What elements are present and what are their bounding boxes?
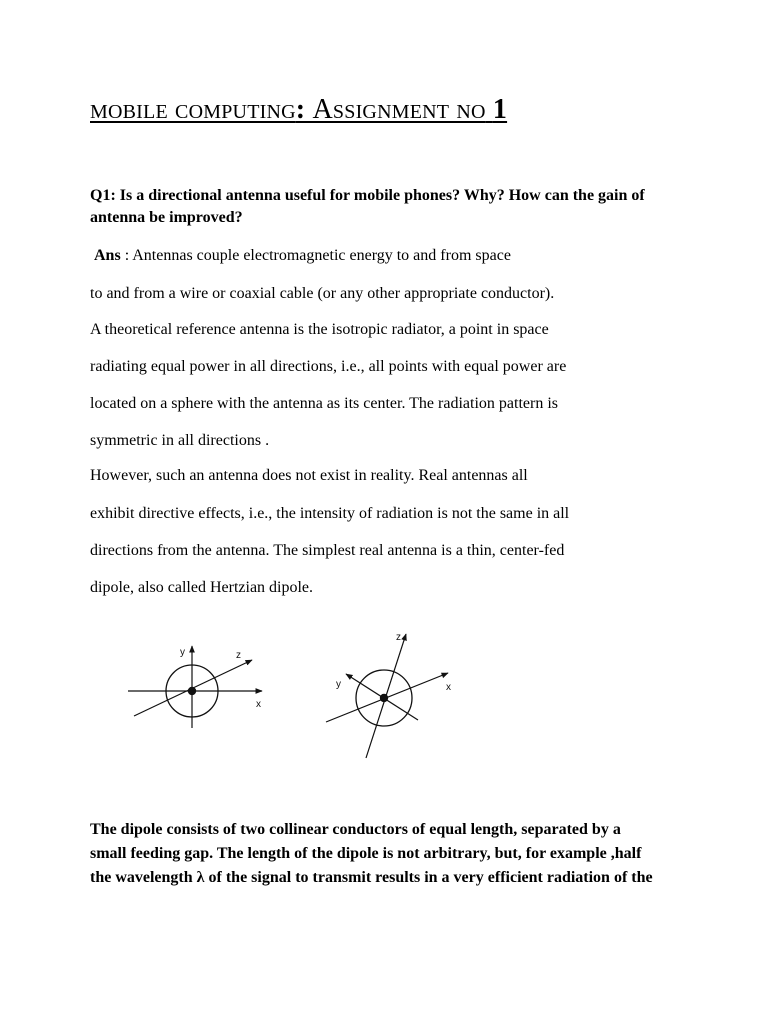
answer-separator: :: [120, 247, 133, 264]
answer-line: to and from a wire or coaxial cable (or any other appropriate conductor).: [90, 285, 555, 302]
dipole-diagram-right: [326, 632, 451, 758]
z-label-right: z: [396, 632, 401, 643]
y-label-right: y: [336, 679, 341, 690]
x-label-right: x: [446, 682, 451, 693]
answer-line: located on a sphere with the antenna as its center. The radiation pattern is: [90, 395, 558, 412]
paragraph-line: the wavelength λ of the signal to transmit results in a very efficient radiation of the: [90, 869, 653, 886]
title-course: mobile computing: [90, 94, 296, 125]
title-colon: :: [295, 94, 313, 125]
y-label-left: y: [180, 647, 185, 658]
dipole-paragraph: [90, 818, 680, 890]
page-title: [90, 94, 507, 126]
answer-line-first: [90, 247, 511, 265]
paragraph-line: The dipole consists of two collinear conductors of equal length, separated by a: [90, 821, 621, 838]
paragraph-line: small feeding gap. The length of the dipole is not arbitrary, but, for example ,half: [90, 845, 642, 862]
dipole-center-right: [380, 694, 388, 702]
answer-line: However, such an antenna does not exist in reality. Real antennas all: [90, 467, 528, 484]
title-assignment: Assignment no: [312, 94, 486, 125]
dipole-center-left: [188, 687, 196, 695]
answer-line: symmetric in all directions .: [90, 432, 270, 449]
answer-line: directions from the antenna. The simplest real antenna is a thin, center-fed: [90, 542, 565, 559]
answer-line: radiating equal power in all directions, i.e., all points with equal power are: [90, 358, 567, 375]
answer-line: dipole, also called Hertzian dipole.: [90, 579, 314, 596]
z-label-left: z: [236, 650, 241, 661]
answer-first-text: Antennas couple electromagnetic energy to and from space: [132, 247, 511, 264]
answer-line: exhibit directive effects, i.e., the intensity of radiation is not the same in all: [90, 505, 570, 522]
title-number: 1: [492, 94, 508, 125]
x-label-left: x: [256, 699, 261, 710]
dipole-diagram: [120, 628, 480, 768]
answer-line: A theoretical reference antenna is the isotropic radiator, a point in space: [90, 321, 549, 338]
question-text: Q1: Is a directional antenna useful for mobile phones? Why? How can the gain of antenna be improved?: [90, 187, 645, 226]
dipole-diagram-left: [128, 646, 262, 728]
answer-label: Ans: [94, 247, 121, 264]
